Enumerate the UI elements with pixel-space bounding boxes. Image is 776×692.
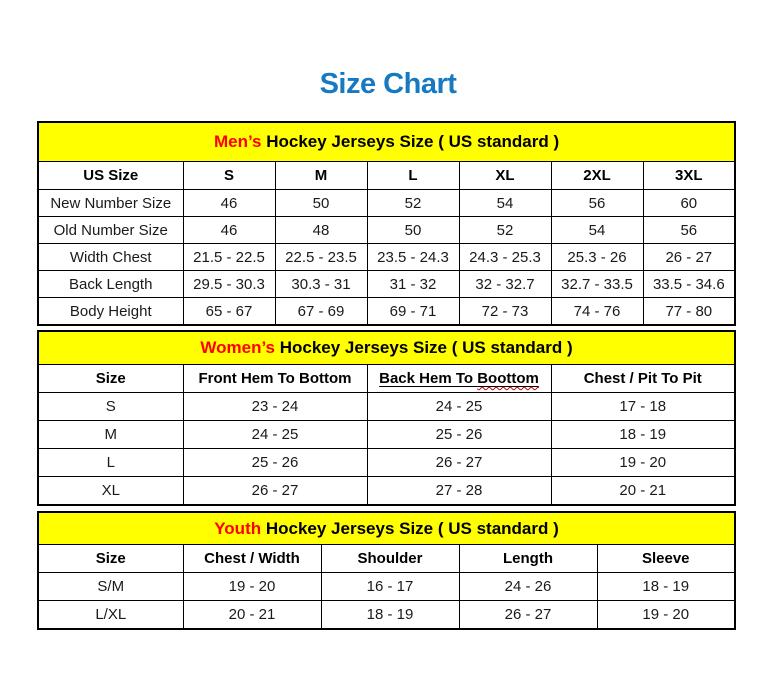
spellcheck-typo: Boottom (477, 370, 539, 387)
youth-col-header: Size (38, 545, 183, 573)
cell: 24 - 25 (183, 421, 367, 449)
womens-row-xl (38, 477, 735, 506)
cell: 26 - 27 (183, 477, 367, 506)
cell: 25 - 26 (183, 449, 367, 477)
cell: 52 (459, 217, 551, 244)
cell: 72 - 73 (459, 298, 551, 326)
cell: 19 - 20 (551, 449, 735, 477)
mens-banner-row (38, 122, 735, 162)
youth-col-header: Chest / Width (183, 545, 321, 573)
mens-col-header: US Size (38, 162, 183, 190)
cell: 22.5 - 23.5 (275, 244, 367, 271)
cell: 18 - 19 (597, 573, 735, 601)
cell: 69 - 71 (367, 298, 459, 326)
cell: 54 (551, 217, 643, 244)
youth-row-lxl (38, 601, 735, 630)
cell: 46 (183, 190, 275, 217)
size-tables (37, 121, 734, 630)
cell: 19 - 20 (597, 601, 735, 630)
cell: 26 - 27 (367, 449, 551, 477)
underlined-header (379, 370, 539, 387)
youth-size-table (37, 511, 736, 630)
youth-banner-rest: Hockey Jerseys Size ( US standard ) (261, 518, 559, 538)
row-label: Body Height (38, 298, 183, 326)
mens-row-old-number-size (38, 217, 735, 244)
mens-col-header: S (183, 162, 275, 190)
womens-banner-rest: Hockey Jerseys Size ( US standard ) (275, 338, 573, 357)
cell: 16 - 17 (321, 573, 459, 601)
cell: 77 - 80 (643, 298, 735, 326)
cell: 24.3 - 25.3 (459, 244, 551, 271)
mens-col-header: XL (459, 162, 551, 190)
womens-banner-highlight: Women’s (200, 338, 275, 357)
mens-size-table (37, 121, 736, 326)
cell: 54 (459, 190, 551, 217)
womens-row-m (38, 421, 735, 449)
row-label: M (38, 421, 183, 449)
cell: 20 - 21 (183, 601, 321, 630)
cell: 46 (183, 217, 275, 244)
cell: 67 - 69 (275, 298, 367, 326)
page-title: Size Chart (319, 68, 457, 100)
womens-header-row (38, 365, 735, 393)
womens-col-header: Size (38, 365, 183, 393)
cell: 24 - 25 (367, 393, 551, 421)
youth-banner (38, 512, 735, 545)
row-label: S (38, 393, 183, 421)
cell: 50 (275, 190, 367, 217)
cell: 32 - 32.7 (459, 271, 551, 298)
mens-col-header: 2XL (551, 162, 643, 190)
cell: 26 - 27 (643, 244, 735, 271)
youth-col-header: Shoulder (321, 545, 459, 573)
cell: 24 - 26 (459, 573, 597, 601)
row-label: Back Length (38, 271, 183, 298)
back-hem-text: Back Hem To (379, 370, 478, 387)
cell: 56 (643, 217, 735, 244)
cell: 18 - 19 (551, 421, 735, 449)
row-label: S/M (38, 573, 183, 601)
cell: 21.5 - 22.5 (183, 244, 275, 271)
cell: 23 - 24 (183, 393, 367, 421)
cell: 60 (643, 190, 735, 217)
youth-header-row (38, 545, 735, 573)
womens-banner (38, 331, 735, 365)
row-label: L/XL (38, 601, 183, 630)
womens-col-header: Chest / Pit To Pit (551, 365, 735, 393)
cell: 19 - 20 (183, 573, 321, 601)
womens-row-s (38, 393, 735, 421)
cell: 52 (367, 190, 459, 217)
cell: 26 - 27 (459, 601, 597, 630)
youth-banner-row (38, 512, 735, 545)
cell: 29.5 - 30.3 (183, 271, 275, 298)
row-label: L (38, 449, 183, 477)
cell: 33.5 - 34.6 (643, 271, 735, 298)
mens-row-width-chest (38, 244, 735, 271)
cell: 65 - 67 (183, 298, 275, 326)
mens-row-body-height (38, 298, 735, 326)
cell: 74 - 76 (551, 298, 643, 326)
mens-banner-rest: Hockey Jerseys Size ( US standard ) (261, 132, 560, 151)
cell: 18 - 19 (321, 601, 459, 630)
cell: 30.3 - 31 (275, 271, 367, 298)
cell: 25.3 - 26 (551, 244, 643, 271)
youth-col-header: Length (459, 545, 597, 573)
mens-col-header: M (275, 162, 367, 190)
row-label: XL (38, 477, 183, 506)
cell: 48 (275, 217, 367, 244)
mens-banner-highlight: Men’s (213, 132, 262, 151)
cell: 56 (551, 190, 643, 217)
mens-col-header: 3XL (643, 162, 735, 190)
youth-banner-highlight: Youth (214, 518, 262, 538)
womens-col-header: Front Hem To Bottom (183, 365, 367, 393)
cell: 23.5 - 24.3 (367, 244, 459, 271)
womens-row-l (38, 449, 735, 477)
womens-size-table (37, 330, 736, 506)
cell: 50 (367, 217, 459, 244)
cell: 20 - 21 (551, 477, 735, 506)
youth-col-header: Sleeve (597, 545, 735, 573)
mens-banner (38, 122, 735, 162)
cell: 32.7 - 33.5 (551, 271, 643, 298)
youth-row-sm (38, 573, 735, 601)
cell: 17 - 18 (551, 393, 735, 421)
mens-row-back-length (38, 271, 735, 298)
cell: 31 - 32 (367, 271, 459, 298)
womens-banner-row (38, 331, 735, 365)
mens-col-header: L (367, 162, 459, 190)
cell: 27 - 28 (367, 477, 551, 506)
row-label: Old Number Size (38, 217, 183, 244)
mens-row-new-number-size (38, 190, 735, 217)
womens-col-header-back-hem (367, 365, 551, 393)
mens-header-row (38, 162, 735, 190)
cell: 25 - 26 (367, 421, 551, 449)
row-label: New Number Size (38, 190, 183, 217)
row-label: Width Chest (38, 244, 183, 271)
